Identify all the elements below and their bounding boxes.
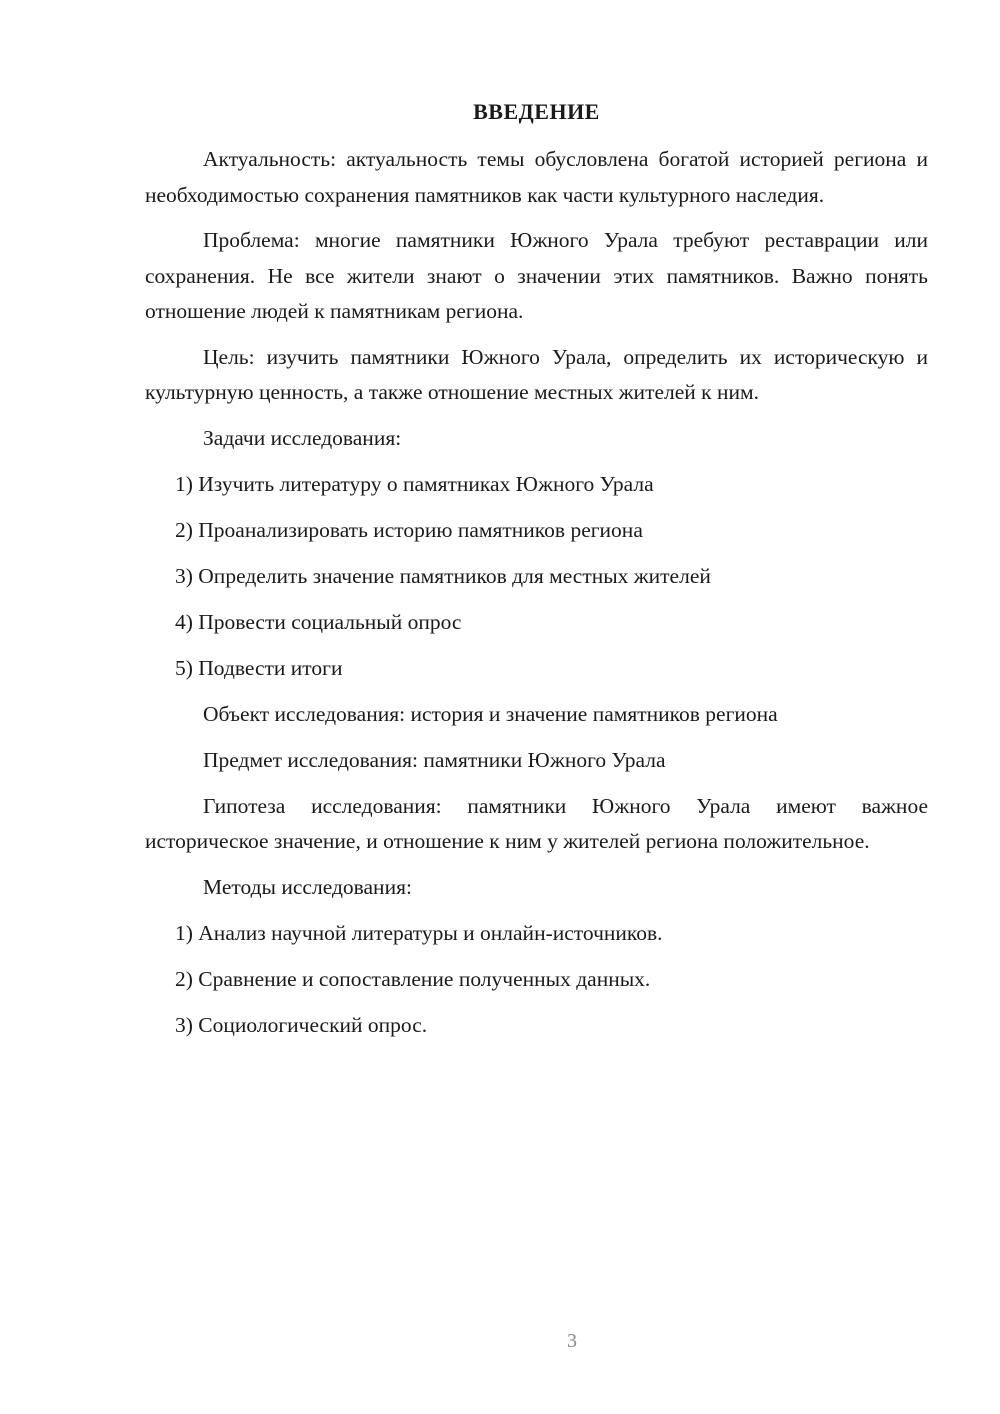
methods-heading: Методы исследования: bbox=[203, 874, 412, 899]
page-number: 3 bbox=[567, 1330, 577, 1352]
actuality-paragraph: Актуальность: актуальность темы обусловлена богатой историей региона и необходимостью сохранения памятников как части культурного наследия. bbox=[145, 147, 928, 207]
list-item: 3) Социологический опрос. bbox=[175, 1012, 428, 1037]
list-item: 5) Подвести итоги bbox=[175, 655, 343, 680]
methods-list bbox=[145, 916, 928, 1054]
list-item: 4) Провести социальный опрос bbox=[175, 609, 462, 634]
list-item: 2) Проанализировать историю памятников региона bbox=[175, 517, 643, 542]
goal-paragraph: Цель: изучить памятники Южного Урала, определить их историческую и культурную ценность, а также отношение местных жителей к ним. bbox=[145, 344, 928, 404]
object-line: Объект исследования: история и значение памятников региона bbox=[203, 701, 778, 726]
problem-paragraph: Проблема: многие памятники Южного Урала требуют реставрации или сохранения. Не все жители знают о значении этих памятников. Важно понять отношение людей к памятникам региона. bbox=[145, 228, 928, 323]
list-item: 3) Определить значение памятников для местных жителей bbox=[175, 563, 711, 588]
list-item: 2) Сравнение и сопоставление полученных данных. bbox=[175, 966, 651, 991]
page-title: ВВЕДЕНИЕ bbox=[473, 99, 600, 124]
list-item: 1) Анализ научной литературы и онлайн-источников. bbox=[175, 920, 663, 945]
tasks-list bbox=[145, 467, 928, 697]
page-content bbox=[145, 94, 928, 1054]
tasks-heading: Задачи исследования: bbox=[203, 425, 402, 450]
list-item: 1) Изучить литературу о памятниках Южного Урала bbox=[175, 471, 654, 496]
subject-line: Предмет исследования: памятники Южного Урала bbox=[203, 747, 666, 772]
hypothesis-paragraph: Гипотеза исследования: памятники Южного Урала имеют важное историческое значение, и отношение к ним у жителей региона положительное. bbox=[145, 793, 928, 853]
